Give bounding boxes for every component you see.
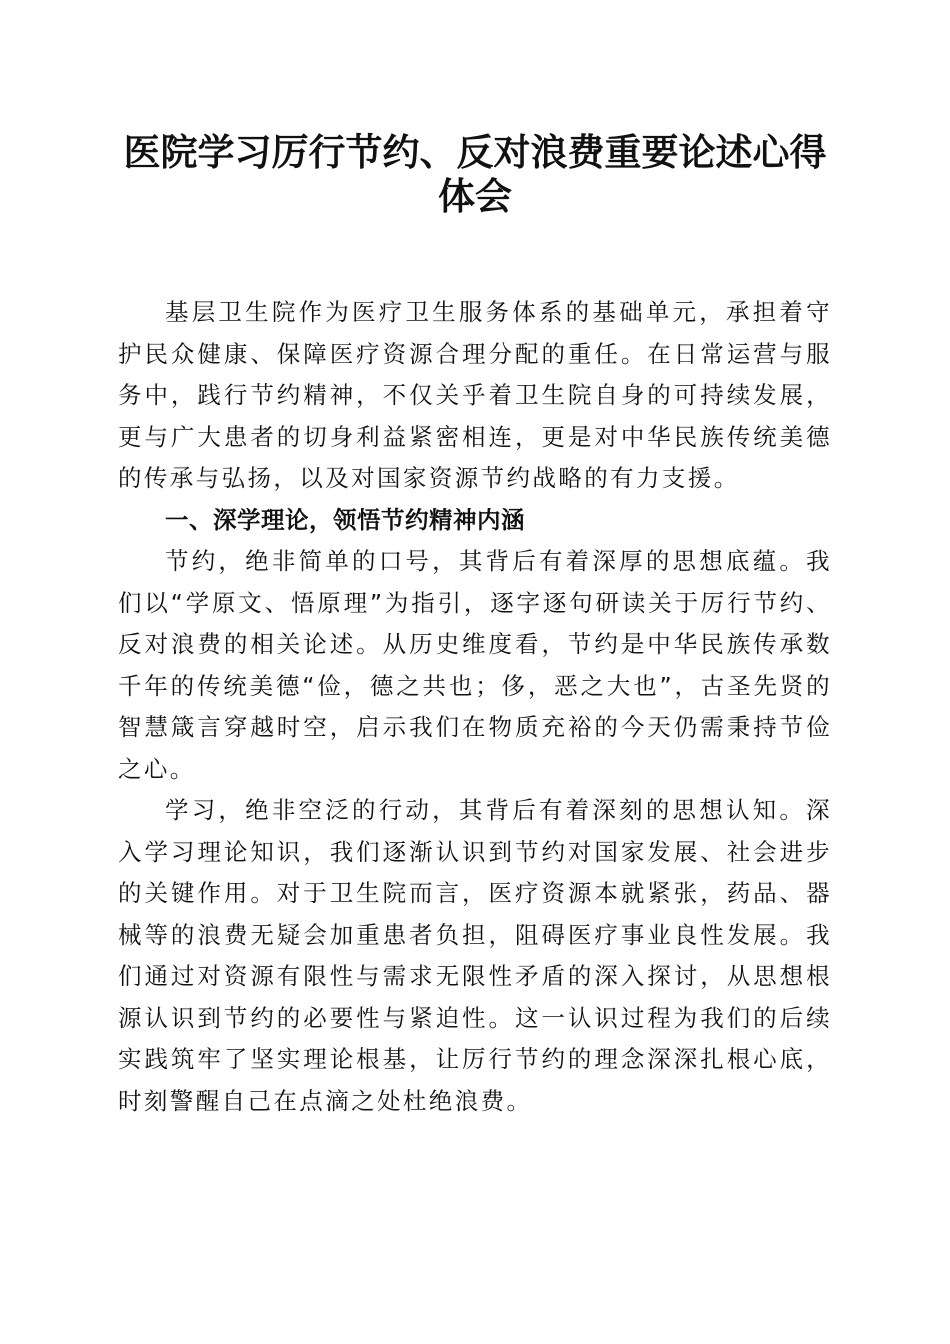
- section-paragraph-1: 节约，绝非简单的口号，其背后有着深厚的思想底蕴。我们以“学原文、悟原理”为指引，逐字逐句研读关于厉行节约、反对浪费的相关论述。从历史维度看，节约是中华民族传承数千年的传统美德“俭，德之共也；侈，恶之大也”，古圣先贤的智慧箴言穿越时空，启示我们在物质充裕的今天仍需秉持节俭之心。: [118, 547, 832, 783]
- section-heading: 一、深学理论，领悟节约精神内涵: [165, 505, 525, 534]
- section-paragraph-2: 学习，绝非空泛的行动，其背后有着深刻的思想认知。深入学习理论知识，我们逐渐认识到节约对国家发展、社会进步的关键作用。对于卫生院而言，医疗资源本就紧张，药品、器械等的浪费无疑会加重患者负担，阻碍医疗事业良性发展。我们通过对资源有限性与需求无限性矛盾的深入探讨，从思想根源认识到节约的必要性与紧迫性。这一认识过程为我们的后续实践筑牢了坚实理论根基，让厉行节约的理念深深扎根心底，时刻警醒自己在点滴之处杜绝浪费。: [118, 796, 832, 1115]
- document-body: [118, 292, 832, 1122]
- intro-paragraph: 基层卫生院作为医疗卫生服务体系的基础单元，承担着守护民众健康、保障医疗资源合理分配的重任。在日常运营与服务中，践行节约精神，不仅关乎着卫生院自身的可持续发展，更与广大患者的切身利益紧密相连，更是对中华民族传统美德的传承与弘扬，以及对国家资源节约战略的有力支援。: [118, 298, 832, 492]
- document-title: 医院学习厉行节约、反对浪费重要论述心得体会: [123, 130, 827, 218]
- document-page: [118, 130, 832, 1122]
